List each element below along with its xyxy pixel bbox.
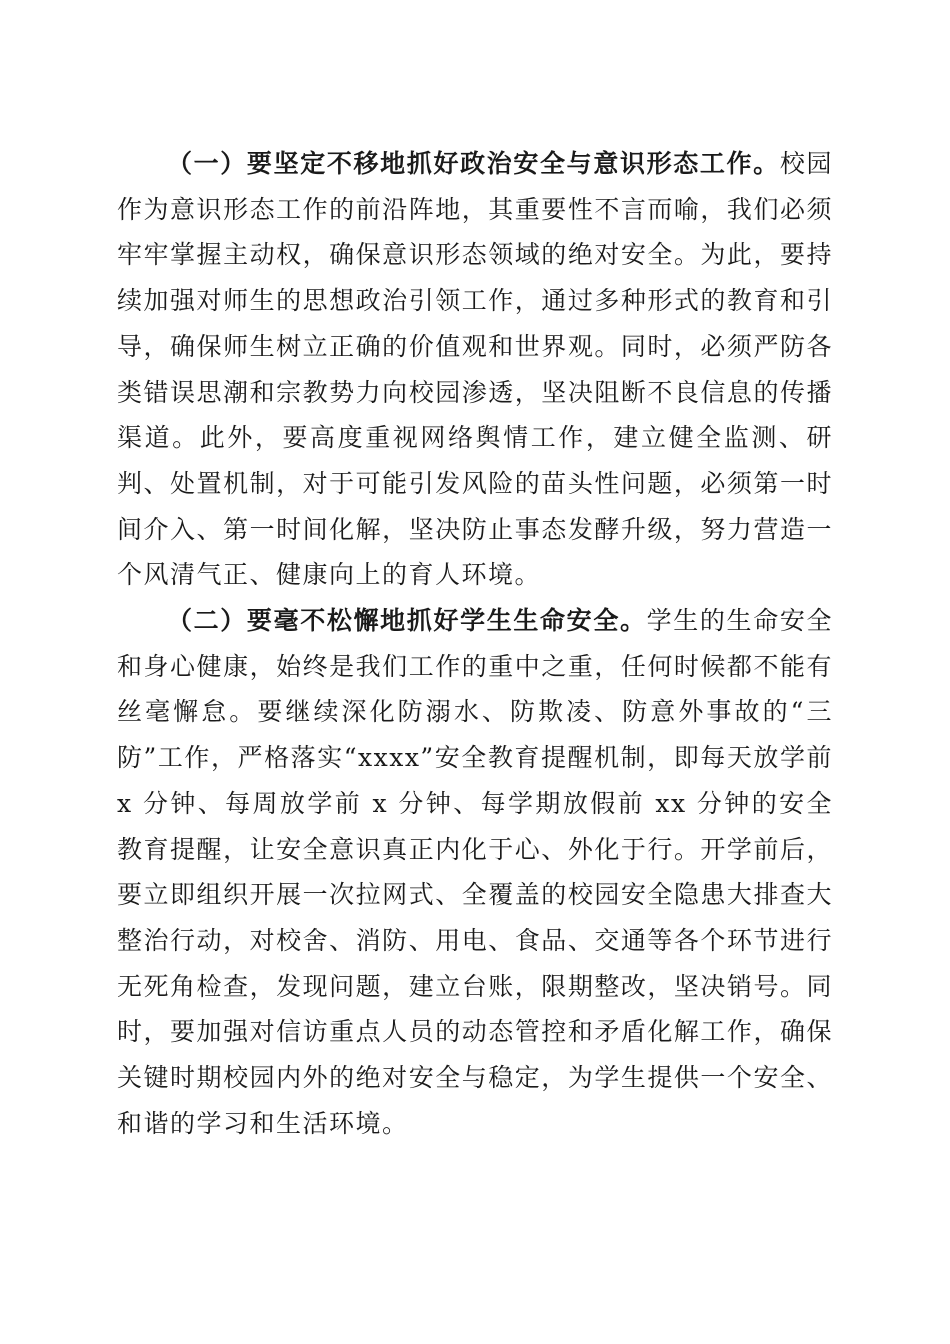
paragraph-text: 校园作为意识形态工作的前沿阵地，其重要性不言而喻，我们必须牢牢掌握主动权，确保意识形态领域的绝对安全。为此，要持续加强对师生的思想政治引领工作，通过多种形式的教育和引导，确保师生树立正确的价值观和世界观。同时，必须严防各类错误思潮和宗教势力向校园渗透，坚决阻断不良信息的传播渠道。此外，要高度重视网络舆情工作，建立健全监测、研判、处置机制，对于可能引发风险的苗头性问题，必须第一时间介入、第一时间化解，坚决防止事态发酵升级，努力营造一个风清气正、健康向上的育人环境。 [117,149,833,590]
paragraph-heading: （一）要坚定不移地抓好政治安全与意识形态工作。 [167,149,780,178]
paragraph-heading: （二）要毫不松懈地抓好学生生命安全。 [167,606,647,636]
paragraph-political-security [117,141,833,598]
paragraph-text: 学生的生命安全和身心健康，始终是我们工作的重中之重，任何时候都不能有丝毫懈怠。要继续深化防溺水、防欺凌、防意外事故的“三防”工作，严格落实“xxxx”安全教育提醒机制，即每天放学前 x 分钟、每周放学前 x 分钟、每学期放假前 xx 分钟的安全教育提醒，让安全意识真正内化于心、外化于行。开学前后，要立即组织开展一次拉网式、全覆盖的校园安全隐患大排查大整治行动，对校舍、消防、用电、食品、交通等各个环节进行无死角检查，发现问题，建立台账，限期整改，坚决销号。同时，要加强对信访重点人员的动态管控和矛盾化解工作，确保关键时期校园内外的绝对安全与稳定，为学生提供一个安全、和谐的学习和生活环境。 [117,606,833,1138]
paragraph-student-safety [117,598,833,1146]
document-body [117,141,833,1146]
